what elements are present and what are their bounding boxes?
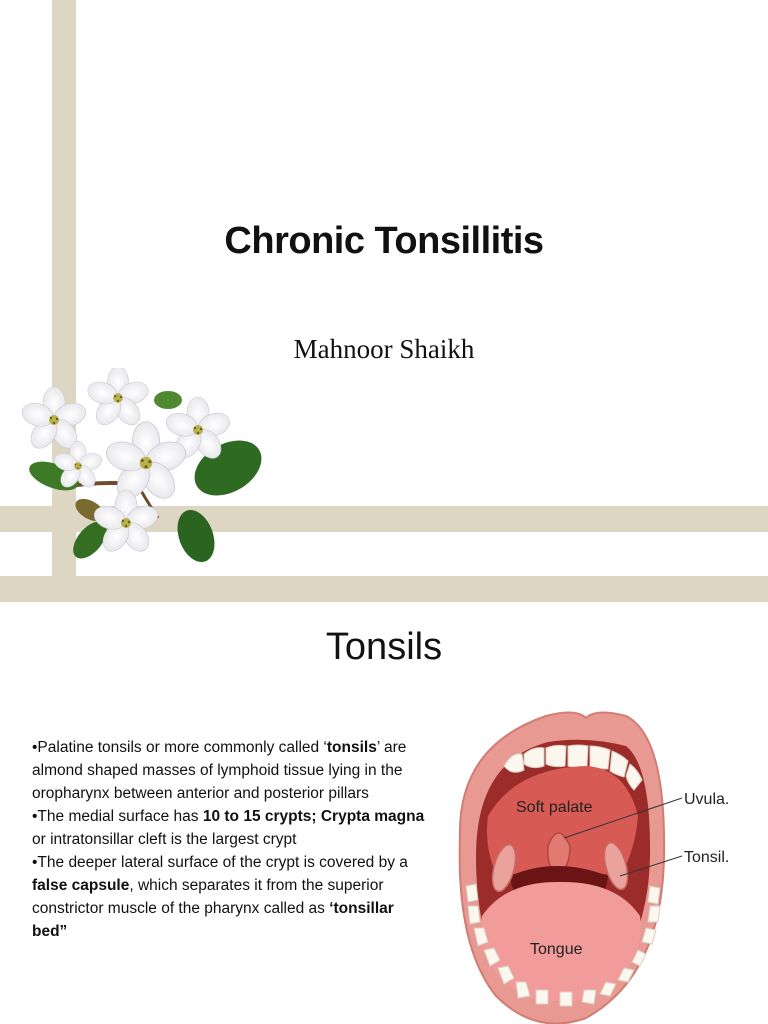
bullet-text: or intratonsillar cleft is the largest crypt [32,831,297,848]
bullet-bold: tonsils [326,739,377,756]
soft-palate-label: Soft palate [516,799,593,816]
tonsil-label: Tonsil. [684,849,730,866]
bullet-bold: ‘tonsillar bed” [32,900,394,940]
mouth-anatomy-diagram [436,706,766,1024]
bullet-text: •The deeper lateral surface of the crypt is covered by a [32,854,408,871]
bullet-item [32,736,427,805]
bullet-list [32,736,427,943]
tonsils-slide [0,576,768,1024]
slide-title: Tonsils [325,626,443,668]
slide-top-band [0,576,768,602]
tongue-label: Tongue [530,941,583,958]
slide-title: Chronic Tonsillitis [224,220,544,262]
bullet-text: , which separates it from the superior constrictor muscle of the pharynx called as [32,877,384,917]
blossom-illustration [18,368,268,568]
bullet-text: •Palatine tonsils or more commonly called ‘ [32,739,327,756]
bullet-text: •The medial surface has [32,808,203,825]
bullet-bold: 10 to 15 crypts; Crypta magna [202,808,425,825]
slide-author: Mahnoor Shaikh [293,334,475,364]
bullet-item [32,851,427,943]
uvula-label: Uvula. [684,791,730,808]
bullet-bold: false capsule [32,877,130,894]
bullet-item [32,805,427,851]
bullet-text: ’ are almond shaped masses of lymphoid tissue lying in the oropharynx between anterior and posterior pillars [32,739,407,802]
